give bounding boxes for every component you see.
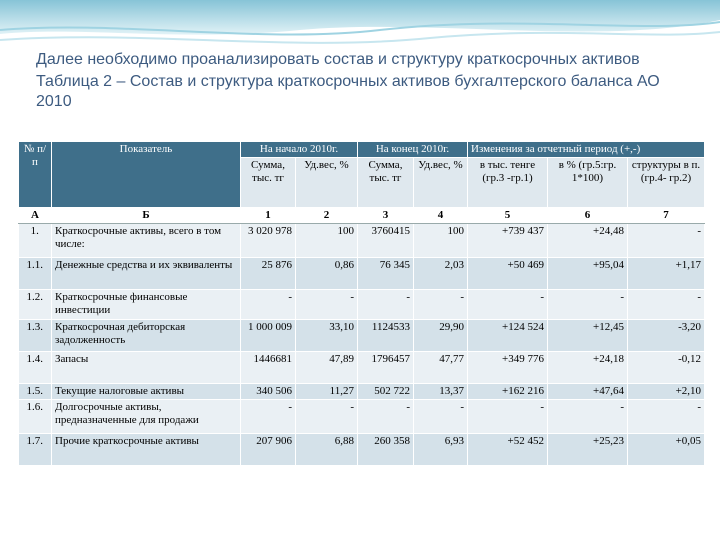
row-value: - [414, 290, 468, 320]
row-value: 260 358 [358, 434, 414, 466]
row-indicator: Запасы [52, 352, 241, 384]
row-number: 1.7. [19, 434, 52, 466]
header-change: Изменения за отчетный период (+,-) [468, 142, 705, 158]
row-value: - [296, 290, 358, 320]
row-number: 1.4. [19, 352, 52, 384]
row-value: 47,77 [414, 352, 468, 384]
table-row [19, 320, 705, 352]
row-value: 13,37 [414, 384, 468, 400]
header-end: На конец 2010г. [358, 142, 468, 158]
col-num: 6 [548, 208, 628, 224]
row-value: 1446681 [241, 352, 296, 384]
header-indicator: Показатель [52, 142, 241, 208]
row-number: 1. [19, 224, 52, 258]
table-row [19, 352, 705, 384]
row-number: 1.5. [19, 384, 52, 400]
row-value: 1124533 [358, 320, 414, 352]
table-body [19, 224, 705, 466]
col-num: 2 [296, 208, 358, 224]
slide-title [36, 50, 696, 112]
row-value: - [468, 290, 548, 320]
row-value: +50 469 [468, 258, 548, 290]
row-value: -0,12 [628, 352, 705, 384]
table-row [19, 434, 705, 466]
col-num: 4 [414, 208, 468, 224]
table-row [19, 258, 705, 290]
row-value: - [358, 400, 414, 434]
row-indicator: Текущие налоговые активы [52, 384, 241, 400]
row-value: +47,64 [548, 384, 628, 400]
row-value: +1,17 [628, 258, 705, 290]
row-value: - [628, 290, 705, 320]
row-value: +2,10 [628, 384, 705, 400]
row-value: - [548, 400, 628, 434]
row-indicator: Прочие краткосрочные активы [52, 434, 241, 466]
col-num: 1 [241, 208, 296, 224]
col-num: 5 [468, 208, 548, 224]
row-value: 6,93 [414, 434, 468, 466]
row-value: +95,04 [548, 258, 628, 290]
row-value: +124 524 [468, 320, 548, 352]
row-value: 3760415 [358, 224, 414, 258]
row-value: 6,88 [296, 434, 358, 466]
row-value: 100 [296, 224, 358, 258]
row-value: 100 [414, 224, 468, 258]
row-value: 2,03 [414, 258, 468, 290]
row-value: 76 345 [358, 258, 414, 290]
column-number-row [19, 208, 705, 224]
header-sum-end: Сумма, тыс. тг [358, 158, 414, 208]
row-value: +739 437 [468, 224, 548, 258]
table-row [19, 384, 705, 400]
row-indicator: Денежные средства и их эквиваленты [52, 258, 241, 290]
row-value: 1 000 009 [241, 320, 296, 352]
row-value: +162 216 [468, 384, 548, 400]
row-value: +24,48 [548, 224, 628, 258]
row-indicator: Долгосрочные активы, предназначенные для продажи [52, 400, 241, 434]
table-row [19, 224, 705, 258]
row-indicator: Краткосрочная дебиторская задолженность [52, 320, 241, 352]
row-value: 29,90 [414, 320, 468, 352]
row-value: 0,86 [296, 258, 358, 290]
row-value: - [628, 224, 705, 258]
header-share-start: Уд.вес, % [296, 158, 358, 208]
current-assets-table [18, 141, 705, 466]
col-num: А [19, 208, 52, 224]
row-value: -3,20 [628, 320, 705, 352]
row-value: 47,89 [296, 352, 358, 384]
table-caption: Таблица 2 – Состав и структура краткосрочных активов бухгалтерского баланса АО 2010 [36, 73, 660, 110]
row-value: +52 452 [468, 434, 548, 466]
row-value: 207 906 [241, 434, 296, 466]
col-num: Б [52, 208, 241, 224]
col-num: 7 [628, 208, 705, 224]
row-indicator: Краткосрочные финансовые инвестиции [52, 290, 241, 320]
row-value: - [628, 400, 705, 434]
table-row [19, 400, 705, 434]
header-change-struct: структуры в п. (гр.4- гр.2) [628, 158, 705, 208]
header-no: № п/п [19, 142, 52, 208]
header-start: На начало 2010г. [241, 142, 358, 158]
row-value: +349 776 [468, 352, 548, 384]
row-value: 25 876 [241, 258, 296, 290]
row-value: 33,10 [296, 320, 358, 352]
row-value: - [548, 290, 628, 320]
row-indicator: Краткосрочные активы, всего в том числе: [52, 224, 241, 258]
header-change-pct: в % (гр.5:гр. 1*100) [548, 158, 628, 208]
header-row-1 [19, 142, 705, 158]
row-number: 1.2. [19, 290, 52, 320]
row-value: +0,05 [628, 434, 705, 466]
header-share-end: Уд.вес, % [414, 158, 468, 208]
row-value: 502 722 [358, 384, 414, 400]
col-num: 3 [358, 208, 414, 224]
row-value: 1796457 [358, 352, 414, 384]
row-value: - [296, 400, 358, 434]
intro-text: Далее необходимо проанализировать состав и структуру краткосрочных активов [36, 51, 640, 68]
row-value: - [414, 400, 468, 434]
row-number: 1.3. [19, 320, 52, 352]
row-value: +24,18 [548, 352, 628, 384]
row-value: - [241, 400, 296, 434]
row-number: 1.1. [19, 258, 52, 290]
row-value: +12,45 [548, 320, 628, 352]
row-value: 340 506 [241, 384, 296, 400]
row-value: - [358, 290, 414, 320]
row-number: 1.6. [19, 400, 52, 434]
row-value: - [241, 290, 296, 320]
row-value: - [468, 400, 548, 434]
row-value: 3 020 978 [241, 224, 296, 258]
row-value: 11,27 [296, 384, 358, 400]
header-change-abs: в тыс. тенге (гр.3 -гр.1) [468, 158, 548, 208]
header-sum-start: Сумма, тыс. тг [241, 158, 296, 208]
table-row [19, 290, 705, 320]
row-value: +25,23 [548, 434, 628, 466]
